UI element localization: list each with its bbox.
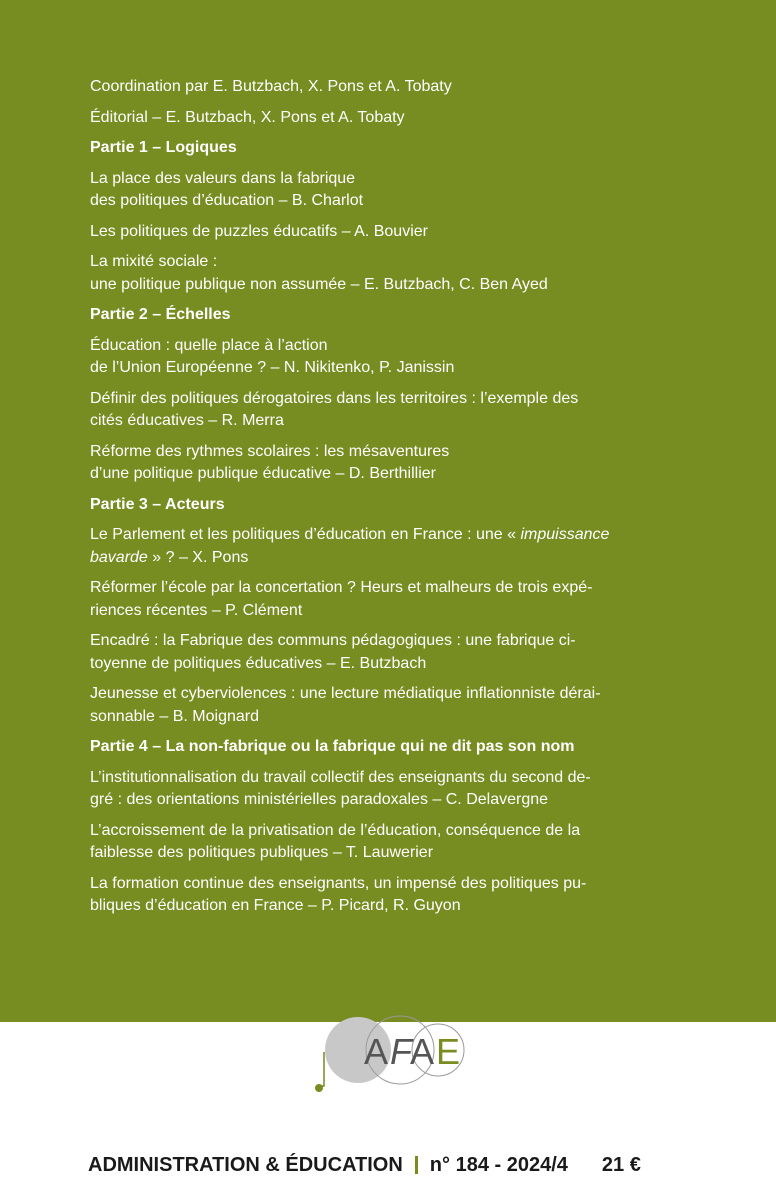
toc-entry	[90, 335, 650, 380]
toc-entry	[90, 873, 650, 918]
entry-italic-text: impuissance	[520, 526, 610, 543]
entry-line: cités éducatives – R. Merra	[90, 412, 284, 429]
table-of-contents	[90, 76, 650, 926]
entry-italic-text: bavarde	[90, 548, 148, 566]
entry-line: des politiques d’éducation – B. Charlot	[90, 192, 364, 209]
toc-entry	[90, 767, 650, 812]
entry-line: L’accroissement de la privatisation de l’éducation, conséquence de la	[90, 821, 581, 839]
entry-line: La place des valeurs dans la fabrique	[90, 169, 356, 187]
entry-text: Le Parlement et les politiques d’éducation en France : une «	[90, 526, 521, 543]
entry-line: bliques d’éducation en France – P. Picard, R. Guyon	[90, 897, 461, 914]
entry-line: riences récentes – P. Clément	[90, 601, 303, 619]
entry-line: gré : des orientations ministérielles paradoxales – C. Delavergne	[90, 791, 549, 808]
toc-entry	[90, 251, 650, 296]
footer	[88, 1150, 641, 1180]
entry-line: La mixité sociale :	[90, 253, 218, 270]
entry-line: L’institutionnalisation du travail collectif des enseignants du second de-	[90, 768, 591, 786]
part-2-heading: Partie 2 – Échelles	[90, 306, 231, 323]
part-1-heading: Partie 1 – Logiques	[90, 139, 237, 156]
part-3-heading: Partie 3 – Acteurs	[90, 495, 225, 513]
entry-line: Encadré : la Fabrique des communs pédagogiques : une fabrique ci-	[90, 632, 576, 649]
journal-title: ADMINISTRATION & ÉDUCATION	[88, 1153, 403, 1176]
entry-line: d’une politique publique éducative – D. Berthillier	[90, 465, 436, 482]
logo-letter-e: E	[436, 1031, 461, 1072]
afae-logo	[310, 1012, 480, 1102]
entry-line: sonnable – B. Moignard	[90, 707, 259, 725]
footer-separator	[415, 1156, 418, 1174]
entry-line: toyenne de politiques éducatives – E. Butzbach	[90, 654, 427, 672]
entry-line: Jeunesse et cyberviolences : une lecture médiatique inflationniste dérai-	[90, 685, 601, 702]
entry-line: une politique publique non assumée – E. Butzbach, C. Ben Ayed	[90, 275, 548, 293]
entry-line: faiblesse des politiques publiques – T. Lauwerier	[90, 844, 434, 861]
toc-entry	[90, 577, 650, 622]
toc-entry	[90, 524, 650, 569]
logo-letter-a: A	[364, 1031, 389, 1072]
entry-line: de l’Union Européenne ? – N. Nikitenko, P. Janissin	[90, 359, 455, 376]
toc-entry	[90, 388, 650, 433]
entry-line: La formation continue des enseignants, un impensé des politiques pu-	[90, 874, 587, 892]
price: 21 €	[601, 1153, 641, 1176]
toc-entry	[90, 441, 650, 486]
entry-line: Éducation : quelle place à l’action	[90, 336, 328, 354]
editorial-line: Éditorial – E. Butzbach, X. Pons et A. Tobaty	[90, 108, 405, 126]
entry-line: Définir des politiques dérogatoires dans les territoires : l’exemple des	[90, 389, 579, 407]
logo-stem-line	[320, 1052, 324, 1086]
logo-letter-f: F	[390, 1031, 412, 1072]
toc-entry	[90, 683, 650, 728]
entry-line: Les politiques de puzzles éducatifs – A. Bouvier	[90, 222, 428, 240]
toc-entry	[90, 630, 650, 675]
afae-logo-graphic	[310, 1012, 480, 1102]
toc-entry	[90, 221, 650, 244]
part-4-heading: Partie 4 – La non-fabrique ou la fabrique qui ne dit pas son nom	[90, 738, 575, 755]
issue-number: n° 184 - 2024/4	[429, 1153, 568, 1176]
entry-line: Réformer l’école par la concertation ? Heurs et malheurs de trois expé-	[90, 579, 593, 596]
entry-line	[90, 547, 650, 570]
toc-entry	[90, 820, 650, 865]
coordination-line: Coordination par E. Butzbach, X. Pons et A. Tobaty	[90, 78, 452, 95]
logo-letter-a: A	[410, 1031, 435, 1072]
entry-line	[90, 524, 650, 547]
entry-text: » ? – X. Pons	[147, 548, 249, 566]
entry-line: Réforme des rythmes scolaires : les mésaventures	[90, 442, 450, 460]
toc-entry	[90, 168, 650, 213]
logo-green-dot	[315, 1084, 323, 1092]
